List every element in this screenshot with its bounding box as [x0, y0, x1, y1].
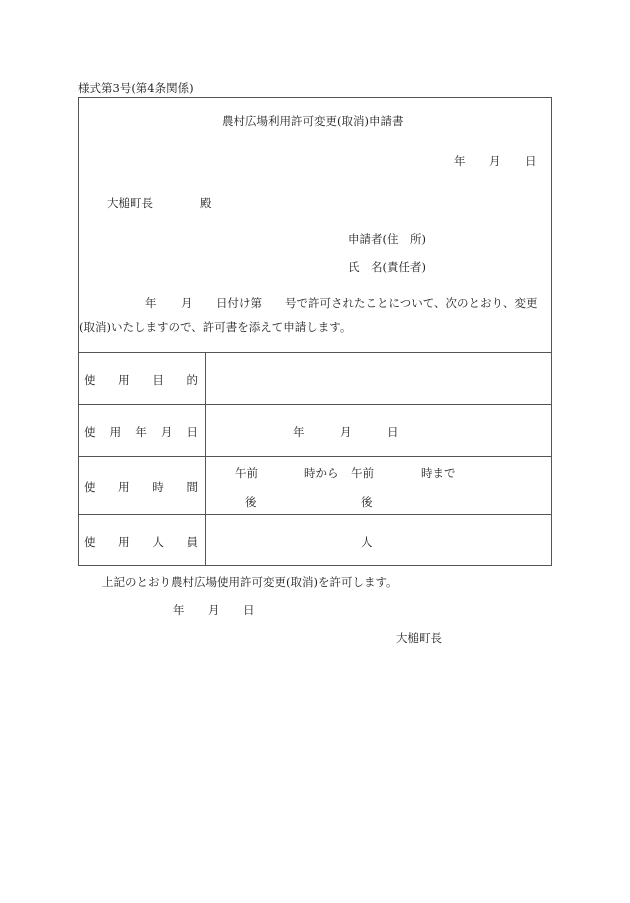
label-char: 使 [84, 425, 96, 439]
from-suffix: 時から [304, 466, 339, 480]
label-char: 使 [84, 480, 96, 494]
row-divider [78, 404, 552, 405]
body-line2: (取消)いたしますので、許可書を添えて申請します。 [79, 320, 352, 334]
use-date-month: 月 [340, 425, 352, 439]
approval-year: 年 [173, 603, 185, 617]
from-ampm-alt: 後 [245, 495, 257, 509]
use-date-day: 日 [387, 425, 399, 439]
approval-day: 日 [243, 603, 255, 617]
label-char: 目 [152, 373, 164, 387]
date-day: 日 [525, 154, 537, 168]
form-title: 農村広場利用許可変更(取消)申請書 [222, 114, 404, 128]
row-divider [78, 514, 552, 515]
label-char: 月 [160, 425, 173, 439]
label-char: 用 [109, 425, 122, 439]
label-char: 年 [135, 425, 147, 439]
label-char: 間 [186, 480, 198, 494]
headcount-value[interactable]: 人 [361, 535, 373, 549]
use-date-year: 年 [293, 425, 305, 439]
to-ampm: 午前 [351, 466, 374, 480]
label-char: 日 [186, 425, 198, 439]
label-char: 用 [118, 373, 130, 387]
approval-text: 上記のとおり農村広場使用許可変更(取消)を許可します。 [102, 575, 398, 589]
label-char: 時 [152, 480, 164, 494]
date-month: 月 [489, 154, 501, 168]
addressee-name: 大槌町長 [107, 196, 153, 210]
label-char: 使 [84, 535, 96, 549]
purpose-value[interactable] [207, 354, 551, 403]
label-column-divider [205, 352, 206, 566]
applicant-address-label: 申請者(住 所) [348, 232, 426, 246]
table-top-border [78, 352, 552, 353]
addressee-honorific: 殿 [200, 196, 212, 210]
row-divider [78, 456, 552, 457]
applicant-name-label: 氏 名(責任者) [348, 260, 426, 274]
label-purpose [84, 372, 198, 388]
from-ampm: 午前 [235, 466, 258, 480]
body-month: 月 [181, 296, 193, 310]
label-use-time [84, 479, 198, 495]
label-char: 人 [152, 535, 164, 549]
form-number: 様式第3号(第4条関係) [78, 81, 194, 95]
label-use-date [84, 424, 198, 440]
label-headcount [84, 534, 198, 550]
to-ampm-alt: 後 [361, 495, 373, 509]
to-suffix: 時まで [421, 466, 456, 480]
label-char: 使 [84, 373, 96, 387]
label-char: 用 [118, 480, 130, 494]
body-line1: 日付け第 号で許可されたことについて、次のとおり、変更 [216, 296, 538, 310]
approval-signer: 大槌町長 [396, 631, 442, 645]
label-char: 用 [118, 535, 130, 549]
label-char: 員 [186, 535, 198, 549]
label-char: 的 [186, 373, 198, 387]
date-year: 年 [454, 154, 466, 168]
approval-month: 月 [208, 603, 220, 617]
body-year: 年 [145, 296, 157, 310]
